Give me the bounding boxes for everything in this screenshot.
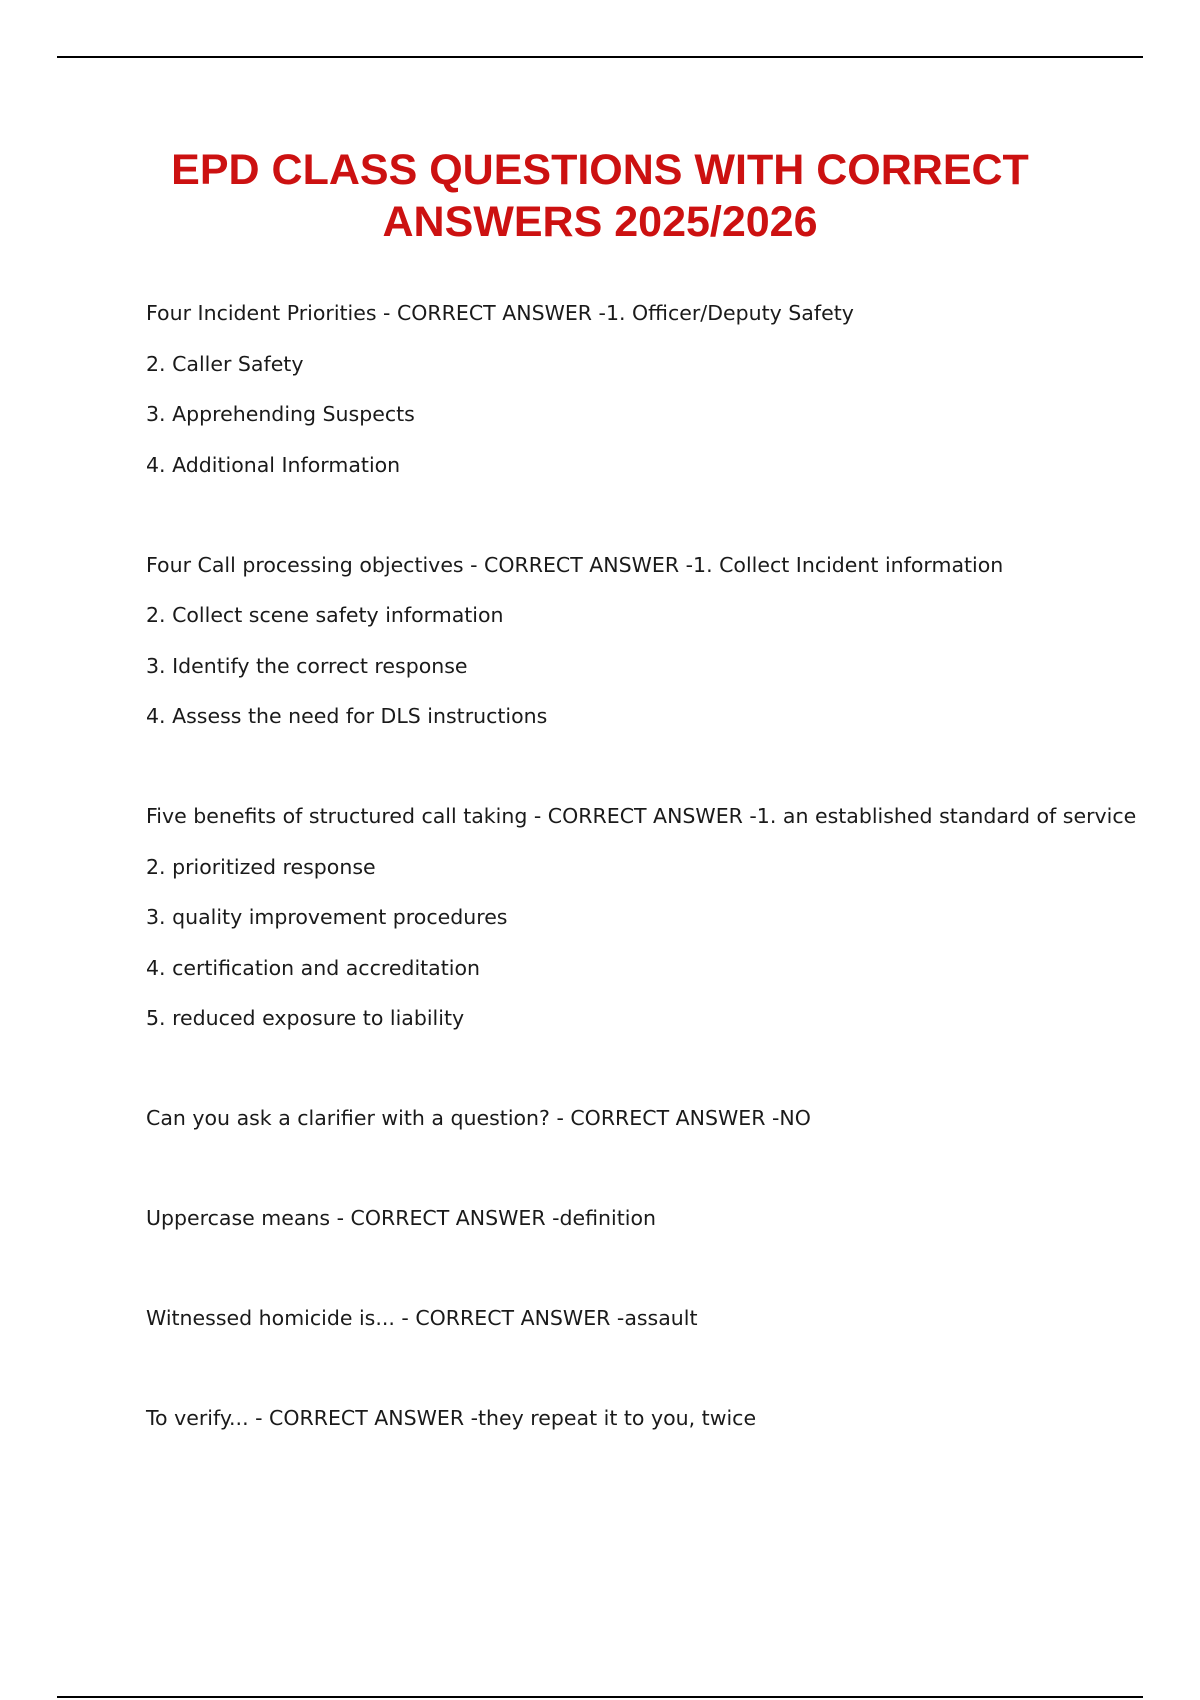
qa-line: 2. prioritized response [146, 854, 376, 879]
qa-line: Four Call processing objectives - CORRECT ANSWER -1. Collect Incident information [146, 552, 1004, 577]
qa-item-call-processing [146, 550, 1146, 754]
qa-line: 3. Identify the correct response [146, 653, 468, 678]
qa-line: 4. Additional Information [146, 452, 401, 477]
qa-line: 4. Assess the need for DLS instructions [146, 704, 548, 728]
qa-item-verify [146, 1403, 1146, 1455]
title-line-1: EPD CLASS QUESTIONS WITH CORRECT [171, 146, 1029, 194]
document-title [100, 144, 1100, 248]
top-rule [57, 56, 1143, 58]
qa-line: Witnessed homicide is... - CORRECT ANSWER -assault [146, 1306, 698, 1330]
title-line-2: ANSWERS 2025/2026 [382, 198, 818, 246]
qa-line: 5. reduced exposure to liability [146, 1006, 465, 1030]
qa-line: 4. certification and accreditation [146, 955, 481, 980]
qa-item-structured-call-taking [146, 801, 1146, 1055]
qa-line: Four Incident Priorities - CORRECT ANSWER -1. Officer/Deputy Safety [146, 301, 854, 325]
qa-line: Five benefits of structured call taking - CORRECT ANSWER -1. an established standard of service [146, 804, 1137, 828]
qa-line: 2. Collect scene safety information [146, 603, 504, 627]
qa-list [146, 298, 1146, 1503]
qa-line: Uppercase means - CORRECT ANSWER -definition [146, 1206, 656, 1230]
qa-line: 3. Apprehending Suspects [146, 402, 415, 426]
bottom-rule [57, 1696, 1143, 1698]
qa-item-witnessed-homicide [146, 1303, 1146, 1355]
qa-item-incident-priorities [146, 298, 1146, 502]
qa-line: 2. Caller Safety [146, 351, 304, 376]
qa-line: To verify... - CORRECT ANSWER -they repeat it to you, twice [146, 1406, 757, 1430]
qa-line: 3. quality improvement procedures [146, 905, 508, 929]
qa-item-clarifier [146, 1103, 1146, 1155]
qa-line: Can you ask a clarifier with a question? - CORRECT ANSWER -NO [146, 1106, 811, 1130]
qa-item-uppercase [146, 1203, 1146, 1255]
